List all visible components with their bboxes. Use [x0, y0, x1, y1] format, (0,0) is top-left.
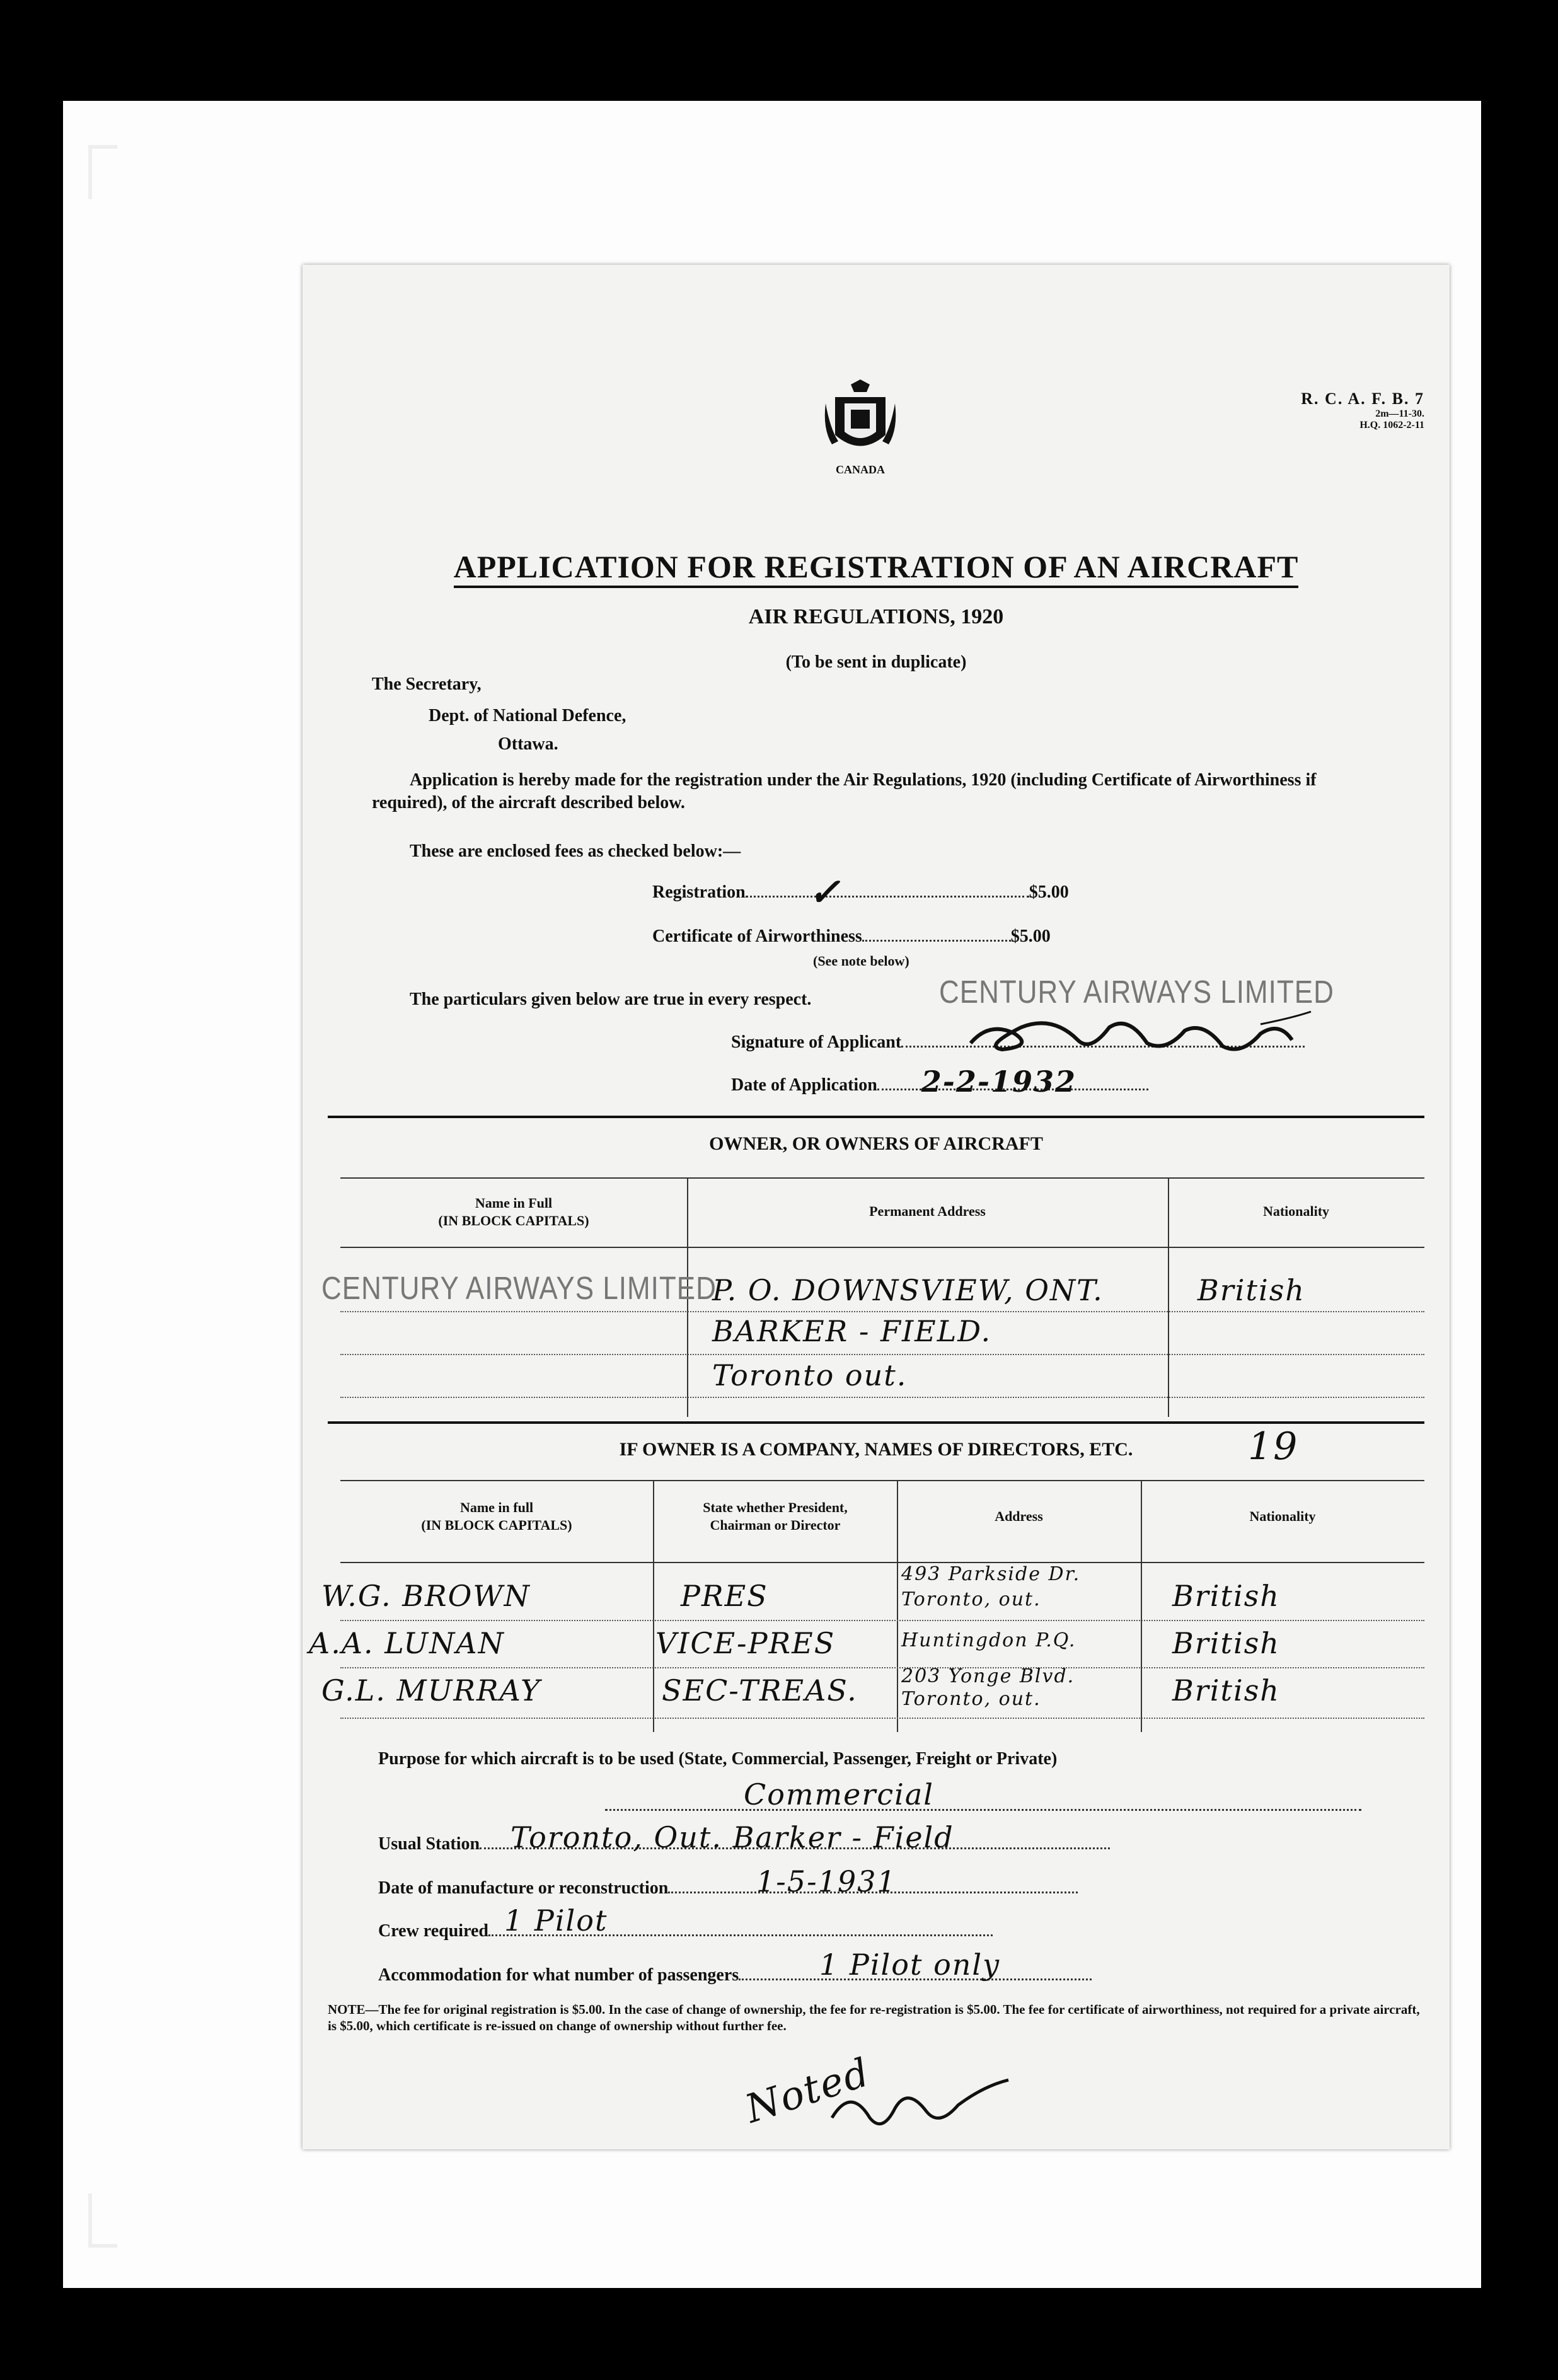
purpose-dotted-line: [605, 1809, 1361, 1811]
director-role: PRES: [681, 1579, 768, 1613]
director-nationality: British: [1172, 1579, 1280, 1613]
crop-mark-top-left: [88, 145, 117, 199]
registration-label: Registration: [652, 882, 746, 902]
director-address-1: 203 Yonge Blvd.: [901, 1665, 1075, 1687]
crew-label: Crew required: [378, 1921, 488, 1941]
crew-value: 1 Pilot: [504, 1903, 608, 1938]
manufacture-line: [378, 1878, 1078, 1898]
director-address-1: Huntingdon P.Q.: [901, 1629, 1076, 1651]
initials-mark: [819, 2074, 1021, 2143]
form-instruction: (To be sent in duplicate): [785, 652, 967, 672]
date-label: Date of Application: [731, 1075, 877, 1095]
application-date-value: 2-2-1932: [921, 1065, 1077, 1099]
passengers-value: 1 Pilot only: [819, 1948, 1001, 1982]
directors-col-name: Name in full: [459, 1499, 534, 1515]
airworthiness-fee-line: [652, 927, 1051, 947]
date-dotted-leader: [877, 1065, 1148, 1099]
purpose-value: Commercial: [744, 1777, 934, 1811]
form-code: R. C. A. F. B. 7: [1301, 390, 1424, 408]
owners-row-line-1: [340, 1311, 1424, 1312]
applicant-signature-mark: [964, 1008, 1317, 1065]
directors-col-address-header: Address: [995, 1508, 1043, 1524]
director-address-1: 493 Parkside Dr.: [901, 1563, 1081, 1585]
directors-col-role-header: State whether President, Chairman or Director: [703, 1499, 848, 1533]
canada-crest: [819, 378, 901, 477]
manufacture-label: Date of manufacture or reconstruction: [378, 1878, 669, 1898]
addressee-line-3: Ottawa.: [498, 734, 558, 754]
footnote: NOTE—The fee for original registration is $5.00. In the case of change of ownership, the fee for re-registration is $5.00. The fee for certificate of airworthiness, not required for a private aircraft, is $5.00, which certificate is re-issued on change of ownership without further fee.: [328, 2002, 1420, 2033]
station-label: Usual Station: [378, 1834, 480, 1854]
owners-table-header-rule: [340, 1247, 1424, 1248]
directors-row-line-1: [340, 1620, 1424, 1621]
owner-address-line-2: BARKER - FIELD.: [712, 1314, 992, 1348]
owner-name-stamp: CENTURY AIRWAYS LIMITED: [321, 1271, 717, 1307]
fees-heading: These are enclosed fees as checked below:—: [410, 841, 741, 861]
registration-check-mark: ✓: [808, 870, 842, 915]
owner-address-line-3: Toronto out.: [712, 1358, 908, 1392]
directors-margin-note: 19: [1248, 1424, 1299, 1469]
directors-table-top: [340, 1480, 1424, 1481]
owners-table-top: [340, 1177, 1424, 1179]
form-code-sub1: 2m—11-30.: [1375, 408, 1424, 419]
owners-row-line-3: [340, 1397, 1424, 1398]
owners-col-address-header: Permanent Address: [869, 1203, 986, 1219]
owners-col-name: Name in Full: [475, 1195, 553, 1211]
director-name: A.A. LUNAN: [309, 1626, 505, 1660]
director-role: SEC-TREAS.: [662, 1673, 858, 1707]
crest-label: CANADA: [836, 463, 885, 476]
form-subtitle: AIR REGULATIONS, 1920: [748, 605, 1004, 628]
directors-row-line-3: [340, 1718, 1424, 1719]
crop-mark-bottom-left: [88, 2193, 117, 2248]
owner-nationality: British: [1197, 1273, 1305, 1307]
registration-form: [303, 265, 1450, 2149]
director-address-2: Toronto, out.: [901, 1588, 1041, 1610]
directors-section-title: IF OWNER IS A COMPANY, NAMES OF DIRECTORS, ETC.: [619, 1439, 1133, 1460]
owner-address-line-1: P. O. DOWNSVIEW, ONT.: [712, 1273, 1104, 1307]
form-title-text: APPLICATION FOR REGISTRATION OF AN AIRCRAFT: [454, 549, 1299, 588]
airworthiness-dotted-leader: [862, 940, 1011, 942]
station-value: Toronto, Out. Barker - Field: [511, 1820, 954, 1854]
crew-line: [378, 1921, 993, 1941]
addressee-line-1: The Secretary,: [372, 674, 482, 694]
airworthiness-fee: $5.00: [1010, 927, 1051, 946]
purpose-label: Purpose for which aircraft is to be used (State, Commercial, Passenger, Freight or Private): [378, 1749, 1058, 1769]
owners-col-name-sub: (IN BLOCK CAPITALS): [438, 1213, 589, 1228]
director-role: VICE-PRES: [655, 1626, 836, 1660]
see-note-below: (See note below): [813, 953, 909, 969]
director-nationality: British: [1172, 1673, 1280, 1707]
registration-fee: $5.00: [1029, 882, 1069, 902]
section-rule-directors: [328, 1421, 1424, 1424]
registration-fee-line: [652, 870, 1069, 915]
declaration-text: The particulars given below are true in every respect.: [410, 990, 812, 1009]
signature-label: Signature of Applicant: [731, 1032, 902, 1052]
intro-paragraph: Application is hereby made for the registration under the Air Regulations, 1920 (including Certificate of Airworthiness if required), of the aircraft described below.: [372, 770, 1317, 812]
owners-col-name-header: [340, 1194, 687, 1230]
passengers-label: Accommodation for what number of passengers: [378, 1965, 739, 1985]
form-code-sub2: H.Q. 1062-2-11: [1359, 420, 1424, 430]
manufacture-value: 1-5-1931: [756, 1864, 897, 1898]
owners-col-nationality-header: Nationality: [1262, 1203, 1330, 1219]
section-rule-owners: [328, 1116, 1424, 1118]
director-address-2: Toronto, out.: [901, 1688, 1041, 1710]
coat-of-arms-icon: [822, 378, 898, 460]
director-name: W.G. BROWN: [321, 1579, 531, 1613]
directors-col-name-sub: (IN BLOCK CAPITALS): [421, 1517, 572, 1533]
airworthiness-label: Certificate of Airworthiness: [652, 927, 862, 946]
directors-table-header-rule: [340, 1562, 1424, 1563]
directors-row-line-2: [340, 1667, 1424, 1668]
company-stamp: CENTURY AIRWAYS LIMITED: [939, 974, 1334, 1010]
owners-section-title: OWNER, OR OWNERS OF AIRCRAFT: [709, 1133, 1043, 1154]
date-line: [731, 1065, 1148, 1099]
directors-col-name-header: [340, 1499, 653, 1534]
registration-dotted-leader: [746, 870, 1029, 915]
owners-row-line-2: [340, 1354, 1424, 1355]
director-nationality: British: [1172, 1626, 1280, 1660]
director-name: G.L. MURRAY: [321, 1673, 541, 1707]
form-title: [303, 548, 1450, 585]
addressee-line-2: Dept. of National Defence,: [429, 706, 626, 725]
noted-annotation: Noted: [739, 2048, 876, 2132]
directors-col-divider-1: [653, 1480, 654, 1732]
form-code-block: [1301, 390, 1424, 431]
directors-col-nationality-header: Nationality: [1249, 1508, 1316, 1524]
